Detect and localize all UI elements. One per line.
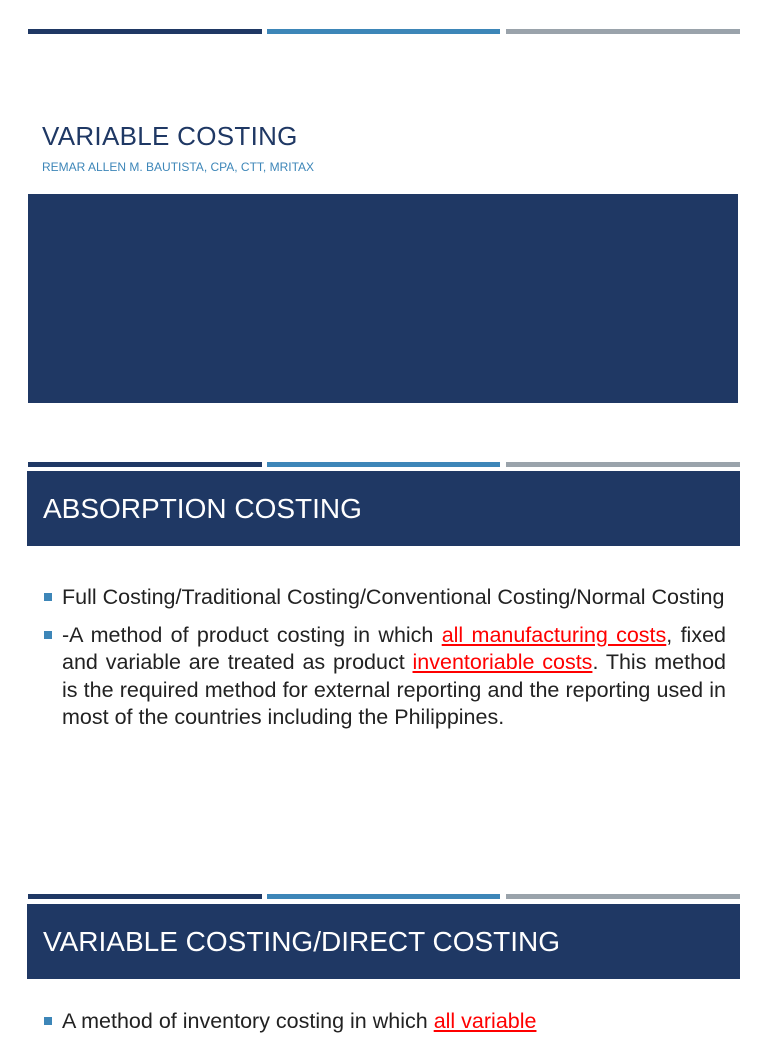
accent-bar-gray — [506, 894, 740, 899]
slide1-navy-block — [28, 194, 738, 403]
accent-bar-blue — [267, 462, 500, 467]
slide1-title: VARIABLE COSTING — [42, 121, 298, 151]
square-bullet-icon — [44, 593, 52, 601]
list-item — [44, 1008, 726, 1036]
slide1-subtitle: REMAR ALLEN M. BAUTISTA, CPA, CTT, MRITAX — [42, 160, 315, 174]
highlight-all-manufacturing-costs: all manufacturing costs — [441, 622, 667, 647]
accent-bar-navy — [28, 894, 262, 899]
accent-bar-navy — [28, 462, 262, 467]
slide3-header — [27, 904, 740, 979]
slide1-accent-bars — [28, 29, 740, 34]
slide3-accent-bars — [28, 894, 740, 899]
slide2-header-text: ABSORPTION COSTING — [43, 492, 362, 524]
list-item — [44, 584, 726, 612]
accent-bar-blue — [267, 894, 500, 899]
bullet-text: Full Costing/Traditional Costing/Conventional Costing/Normal Costing — [62, 585, 725, 609]
bullet-text-part: A method of inventory costing in which — [62, 1009, 434, 1033]
bullet-text-part: -A method of product costing in which — [62, 622, 442, 647]
accent-bar-blue — [267, 29, 500, 34]
slide2-bullet-list — [44, 584, 726, 742]
bullet-text-part: , fixed and variable are treated as product — [62, 622, 726, 674]
highlight-inventoriable-costs: inventoriable costs — [412, 650, 593, 674]
square-bullet-icon — [44, 631, 52, 639]
slide2-accent-bars — [28, 462, 740, 467]
bullet-text-part: . This method is the required method for external reporting and the reporting used in most of the countries including the Philippines. — [62, 650, 726, 729]
slide3-header-text: VARIABLE COSTING/DIRECT COSTING — [43, 925, 561, 957]
slide2-header — [27, 471, 740, 546]
highlight-all-variable: all variable — [433, 1009, 537, 1033]
slide3-bullet-list — [44, 1008, 726, 1046]
list-item — [44, 622, 726, 732]
accent-bar-gray — [506, 462, 740, 467]
accent-bar-gray — [506, 29, 740, 34]
accent-bar-navy — [28, 29, 262, 34]
